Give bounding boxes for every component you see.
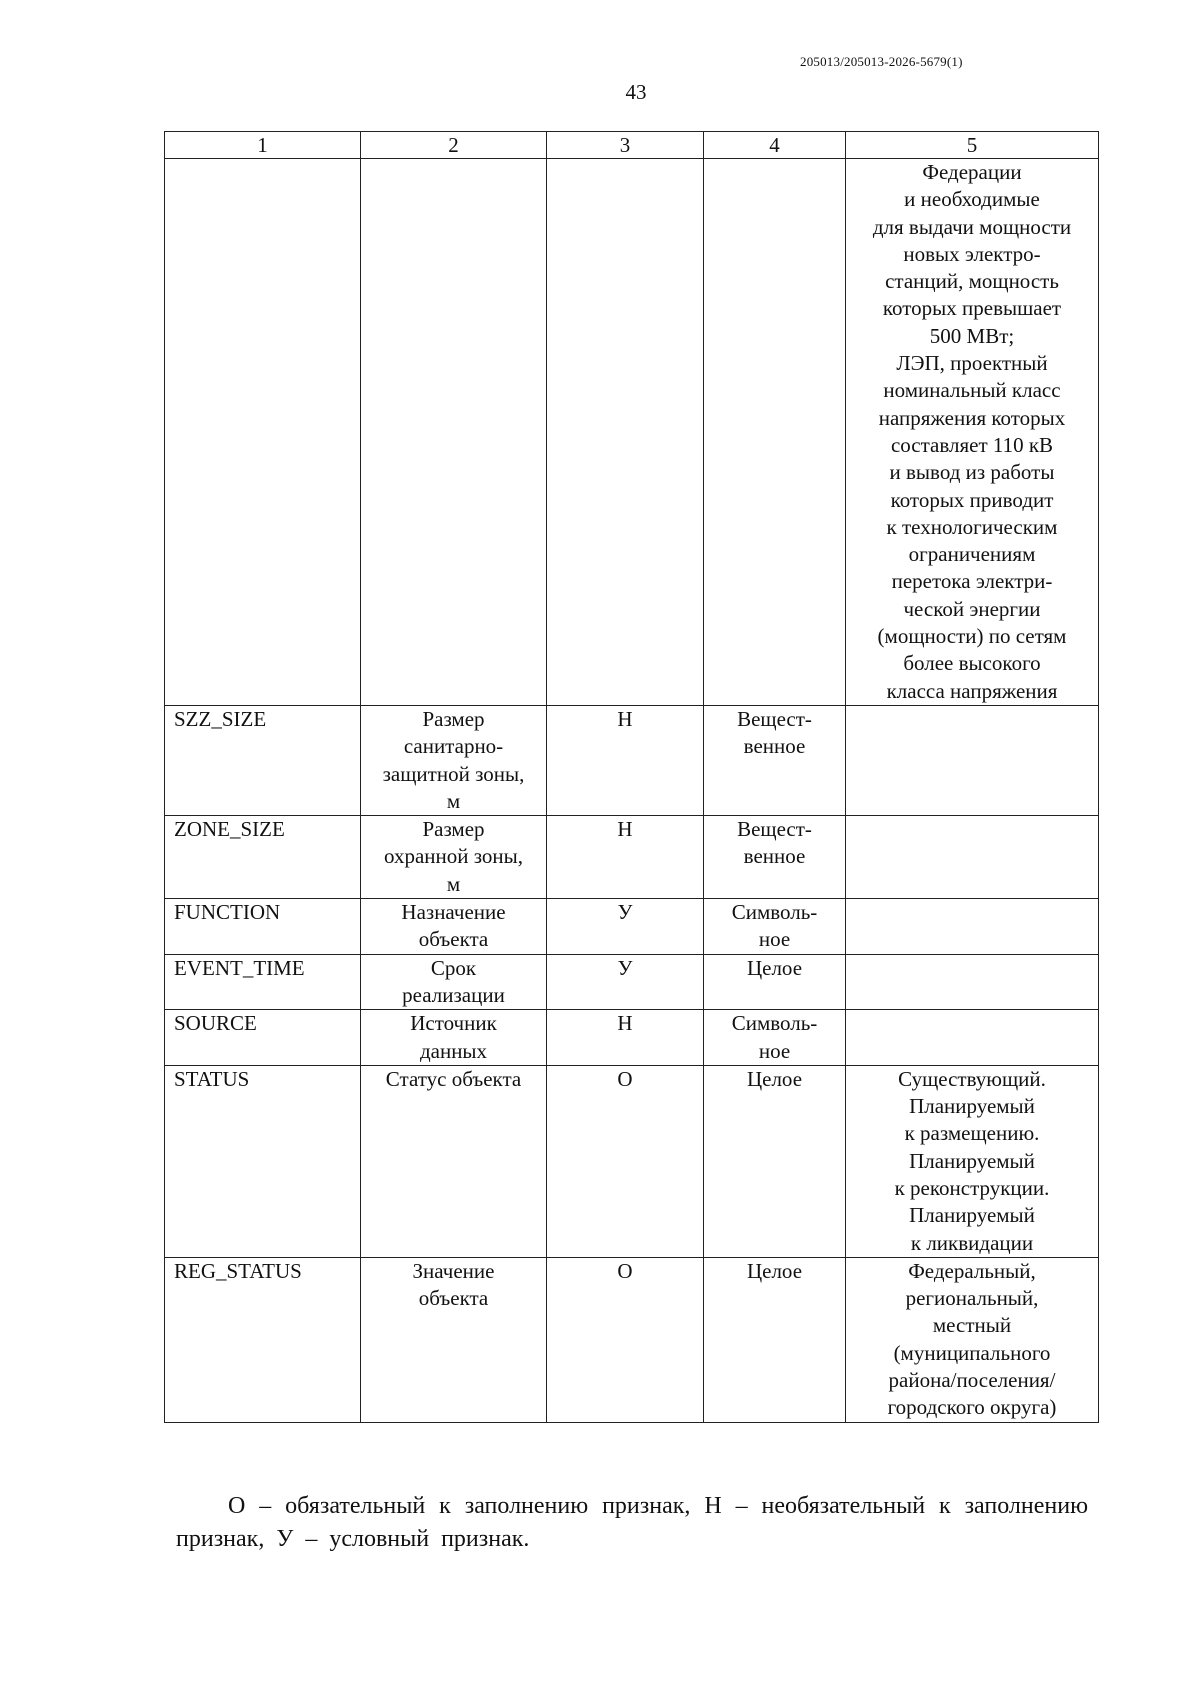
page-number: 43: [625, 80, 647, 104]
table-cell: Вещест- венное: [704, 816, 846, 899]
document-id: 205013/205013-2026-5679(1): [800, 54, 963, 69]
table-cell: Целое: [704, 1065, 846, 1257]
table-row: [165, 159, 1099, 706]
table-cell: [846, 899, 1099, 955]
legend-footnote: О – обязательный к заполнению признак, Н – необязательный к заполнению признак, У – условный признак.: [176, 1493, 1088, 1552]
table-cell: У: [547, 899, 704, 955]
table-cell: [846, 1010, 1099, 1066]
table-cell: Целое: [704, 954, 846, 1010]
table-cell: Статус объекта: [361, 1065, 547, 1257]
table-cell: [547, 159, 704, 706]
table-cell: Размер санитарно- защитной зоны, м: [361, 705, 547, 815]
table-cell: STATUS: [165, 1065, 361, 1257]
table-cell: [165, 159, 361, 706]
table-cell: ZONE_SIZE: [165, 816, 361, 899]
column-header-3: 3: [547, 132, 704, 159]
table-row: [165, 816, 1099, 899]
table-cell: Н: [547, 705, 704, 815]
table-row: [165, 705, 1099, 815]
table-cell: SZZ_SIZE: [165, 705, 361, 815]
table-row: [165, 954, 1099, 1010]
table-cell: Вещест- венное: [704, 705, 846, 815]
table-cell: Федеральный, региональный, местный (муниципального района/поселения/ городского округа): [846, 1257, 1099, 1422]
table-cell: [846, 954, 1099, 1010]
table-cell: REG_STATUS: [165, 1257, 361, 1422]
column-header-5: 5: [846, 132, 1099, 159]
table-cell: EVENT_TIME: [165, 954, 361, 1010]
table-cell: Размер охранной зоны, м: [361, 816, 547, 899]
table-row: [165, 1257, 1099, 1422]
table-cell: У: [547, 954, 704, 1010]
table-cell: Федерации и необходимые для выдачи мощности новых электро- станций, мощность которых превышает 500 МВт; ЛЭП, проектный номинальный класс напряжения которых составляет 110 кВ и вывод из работы которых приводит к технологическим ограничениям перетока электри- ческой энергии (мощности) по сетям более высокого класса напряжения: [846, 159, 1099, 706]
table-row: [165, 1010, 1099, 1066]
table-cell: Н: [547, 816, 704, 899]
table-cell: Целое: [704, 1257, 846, 1422]
table-cell: Источник данных: [361, 1010, 547, 1066]
table-cell: Символь- ное: [704, 1010, 846, 1066]
table-cell: [846, 816, 1099, 899]
table-cell: О: [547, 1257, 704, 1422]
table-cell: [361, 159, 547, 706]
table-cell: [846, 705, 1099, 815]
column-header-2: 2: [361, 132, 547, 159]
table-cell: Значение объекта: [361, 1257, 547, 1422]
column-header-4: 4: [704, 132, 846, 159]
table-header-row: [165, 132, 1099, 159]
table-cell: [704, 159, 846, 706]
table-cell: FUNCTION: [165, 899, 361, 955]
attributes-table: [164, 131, 1099, 1423]
table-cell: О: [547, 1065, 704, 1257]
table-cell: Существующий. Планируемый к размещению. Планируемый к реконструкции. Планируемый к ликвидации: [846, 1065, 1099, 1257]
table-cell: SOURCE: [165, 1010, 361, 1066]
table-row: [165, 1065, 1099, 1257]
column-header-1: 1: [165, 132, 361, 159]
table-cell: Символь- ное: [704, 899, 846, 955]
table-cell: Н: [547, 1010, 704, 1066]
table-cell: Назначение объекта: [361, 899, 547, 955]
table-cell: Срок реализации: [361, 954, 547, 1010]
table-row: [165, 899, 1099, 955]
